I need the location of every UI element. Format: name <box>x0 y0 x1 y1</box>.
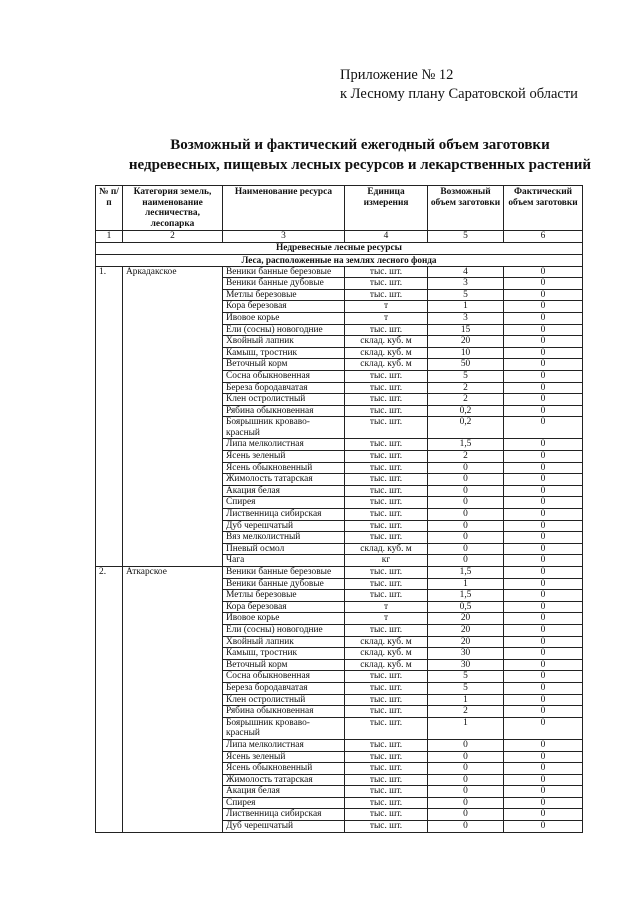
possible-volume: 5 <box>428 370 504 382</box>
unit: склад. куб. м <box>345 636 428 648</box>
resource-name: Пневый осмол <box>223 543 345 555</box>
unit: тыс. шт. <box>345 763 428 775</box>
possible-volume: 0 <box>428 555 504 567</box>
resource-name: Хвойный лапник <box>223 636 345 648</box>
resource-name: Дуб черешчатый <box>223 520 345 532</box>
resource-name: Липа мелколистная <box>223 739 345 751</box>
unit: склад. куб. м <box>345 336 428 348</box>
resource-name: Дуб черешчатый <box>223 821 345 833</box>
possible-volume: 20 <box>428 613 504 625</box>
possible-volume: 0,5 <box>428 601 504 613</box>
resource-name: Чага <box>223 555 345 567</box>
possible-volume: 2 <box>428 382 504 394</box>
actual-volume: 0 <box>504 543 583 555</box>
possible-volume: 2 <box>428 451 504 463</box>
unit: тыс. шт. <box>345 462 428 474</box>
actual-volume: 0 <box>504 289 583 301</box>
resource-name: Сосна обыкновенная <box>223 370 345 382</box>
possible-volume: 3 <box>428 278 504 290</box>
actual-volume: 0 <box>504 417 583 439</box>
unit: тыс. шт. <box>345 706 428 718</box>
unit: тыс. шт. <box>345 324 428 336</box>
table-row <box>96 266 583 278</box>
resource-name: Камыш, тростник <box>223 648 345 660</box>
possible-volume: 0 <box>428 739 504 751</box>
unit: тыс. шт. <box>345 809 428 821</box>
unit: тыс. шт. <box>345 590 428 602</box>
unit: кг <box>345 555 428 567</box>
forestry-name: Аткарское <box>123 567 223 833</box>
actual-volume: 0 <box>504 370 583 382</box>
actual-volume: 0 <box>504 312 583 324</box>
possible-volume: 30 <box>428 659 504 671</box>
resource-name: Акация белая <box>223 485 345 497</box>
actual-volume: 0 <box>504 682 583 694</box>
actual-volume: 0 <box>504 301 583 313</box>
unit: тыс. шт. <box>345 485 428 497</box>
resource-name: Липа мелколистная <box>223 439 345 451</box>
possible-volume: 0 <box>428 774 504 786</box>
resource-name: Жимолость татарская <box>223 774 345 786</box>
resources-table <box>95 185 583 833</box>
resource-name: Веники банные березовые <box>223 266 345 278</box>
possible-volume: 2 <box>428 394 504 406</box>
possible-volume: 5 <box>428 289 504 301</box>
resource-name: Веточный корм <box>223 659 345 671</box>
unit: тыс. шт. <box>345 774 428 786</box>
actual-volume: 0 <box>504 382 583 394</box>
actual-volume: 0 <box>504 717 583 739</box>
possible-volume: 0 <box>428 543 504 555</box>
table-header-row <box>96 186 583 231</box>
unit: тыс. шт. <box>345 682 428 694</box>
actual-volume: 0 <box>504 497 583 509</box>
header-num: № п/п <box>96 186 123 231</box>
possible-volume: 4 <box>428 266 504 278</box>
actual-volume: 0 <box>504 613 583 625</box>
actual-volume: 0 <box>504 706 583 718</box>
actual-volume: 0 <box>504 590 583 602</box>
actual-volume: 0 <box>504 474 583 486</box>
possible-volume: 20 <box>428 336 504 348</box>
resource-name: Кора березовая <box>223 601 345 613</box>
actual-volume: 0 <box>504 347 583 359</box>
actual-volume: 0 <box>504 797 583 809</box>
actual-volume: 0 <box>504 278 583 290</box>
forestry-name: Аркадакское <box>123 266 223 566</box>
resource-name: Веники банные дубовые <box>223 278 345 290</box>
resource-name: Спирея <box>223 797 345 809</box>
resource-name: Ели (сосны) новогодние <box>223 624 345 636</box>
table-row <box>96 567 583 579</box>
actual-volume: 0 <box>504 555 583 567</box>
unit: т <box>345 613 428 625</box>
resource-name: Ясень обыкновенный <box>223 462 345 474</box>
unit: тыс. шт. <box>345 751 428 763</box>
unit: тыс. шт. <box>345 289 428 301</box>
resource-name: Спирея <box>223 497 345 509</box>
resource-name: Лиственница сибирская <box>223 809 345 821</box>
possible-volume: 1,5 <box>428 439 504 451</box>
resource-name: Веточный корм <box>223 359 345 371</box>
actual-volume: 0 <box>504 601 583 613</box>
unit: тыс. шт. <box>345 497 428 509</box>
unit: тыс. шт. <box>345 382 428 394</box>
resource-name: Жимолость татарская <box>223 474 345 486</box>
possible-volume: 1 <box>428 694 504 706</box>
resource-name: Акация белая <box>223 786 345 798</box>
resource-name: Веники банные березовые <box>223 567 345 579</box>
actual-volume: 0 <box>504 567 583 579</box>
actual-volume: 0 <box>504 509 583 521</box>
possible-volume: 0 <box>428 763 504 775</box>
unit: склад. куб. м <box>345 659 428 671</box>
resource-name: Веники банные дубовые <box>223 578 345 590</box>
possible-volume: 0 <box>428 474 504 486</box>
possible-volume: 5 <box>428 682 504 694</box>
actual-volume: 0 <box>504 694 583 706</box>
unit: склад. куб. м <box>345 648 428 660</box>
unit: тыс. шт. <box>345 739 428 751</box>
unit: тыс. шт. <box>345 266 428 278</box>
resource-name: Метлы березовые <box>223 289 345 301</box>
unit: тыс. шт. <box>345 520 428 532</box>
title-line-2: недревесных, пищевых лесных ресурсов и лекарственных растений <box>128 157 592 173</box>
unit: тыс. шт. <box>345 821 428 833</box>
unit: склад. куб. м <box>345 543 428 555</box>
possible-volume: 1,5 <box>428 567 504 579</box>
unit: т <box>345 301 428 313</box>
resource-name: Лиственница сибирская <box>223 509 345 521</box>
actual-volume: 0 <box>504 774 583 786</box>
column-number: 4 <box>345 231 428 243</box>
column-numbers-row <box>96 231 583 243</box>
unit: т <box>345 601 428 613</box>
possible-volume: 1 <box>428 717 504 739</box>
unit: тыс. шт. <box>345 439 428 451</box>
actual-volume: 0 <box>504 324 583 336</box>
possible-volume: 1 <box>428 578 504 590</box>
unit: тыс. шт. <box>345 394 428 406</box>
actual-volume: 0 <box>504 636 583 648</box>
unit: тыс. шт. <box>345 786 428 798</box>
resource-name: Боярышник кроваво-красный <box>223 417 345 439</box>
resource-name: Ивовое корье <box>223 613 345 625</box>
resource-name: Ясень обыкновенный <box>223 763 345 775</box>
actual-volume: 0 <box>504 751 583 763</box>
resource-name: Ели (сосны) новогодние <box>223 324 345 336</box>
actual-volume: 0 <box>504 763 583 775</box>
unit: тыс. шт. <box>345 278 428 290</box>
unit: тыс. шт. <box>345 797 428 809</box>
resource-name: Сосна обыкновенная <box>223 671 345 683</box>
resource-name: Ясень зеленый <box>223 751 345 763</box>
possible-volume: 20 <box>428 624 504 636</box>
actual-volume: 0 <box>504 394 583 406</box>
title-line-1: Возможный и фактический ежегодный объем заготовки <box>170 137 550 153</box>
possible-volume: 1,5 <box>428 590 504 602</box>
resource-name: Кора березовая <box>223 301 345 313</box>
possible-volume: 0 <box>428 485 504 497</box>
possible-volume: 10 <box>428 347 504 359</box>
unit: тыс. шт. <box>345 694 428 706</box>
header-resource: Наименование ресурса <box>223 186 345 231</box>
actual-volume: 0 <box>504 266 583 278</box>
actual-volume: 0 <box>504 336 583 348</box>
possible-volume: 2 <box>428 706 504 718</box>
possible-volume: 0 <box>428 821 504 833</box>
unit: склад. куб. м <box>345 347 428 359</box>
possible-volume: 0,2 <box>428 417 504 439</box>
possible-volume: 1 <box>428 301 504 313</box>
header-unit: Единица измерения <box>345 186 428 231</box>
possible-volume: 0 <box>428 809 504 821</box>
unit: тыс. шт. <box>345 671 428 683</box>
actual-volume: 0 <box>504 520 583 532</box>
section-row <box>96 243 583 255</box>
possible-volume: 0 <box>428 532 504 544</box>
possible-volume: 0,2 <box>428 405 504 417</box>
header-possible: Возможный объем заготовки <box>428 186 504 231</box>
resource-name: Вяз мелколистный <box>223 532 345 544</box>
possible-volume: 20 <box>428 636 504 648</box>
actual-volume: 0 <box>504 578 583 590</box>
subsection-row <box>96 254 583 266</box>
resource-name: Метлы березовые <box>223 590 345 602</box>
actual-volume: 0 <box>504 739 583 751</box>
possible-volume: 50 <box>428 359 504 371</box>
possible-volume: 0 <box>428 509 504 521</box>
actual-volume: 0 <box>504 786 583 798</box>
resource-name: Боярышник кроваво-красный <box>223 717 345 739</box>
actual-volume: 0 <box>504 532 583 544</box>
column-number: 2 <box>123 231 223 243</box>
column-number: 5 <box>428 231 504 243</box>
resource-name: Хвойный лапник <box>223 336 345 348</box>
resource-name: Рябина обыкновенная <box>223 706 345 718</box>
possible-volume: 5 <box>428 671 504 683</box>
unit: тыс. шт. <box>345 717 428 739</box>
resource-name: Рябина обыкновенная <box>223 405 345 417</box>
actual-volume: 0 <box>504 485 583 497</box>
column-number: 1 <box>96 231 123 243</box>
unit: тыс. шт. <box>345 578 428 590</box>
resource-name: Ясень зеленый <box>223 451 345 463</box>
resource-name: Береза бородавчатая <box>223 382 345 394</box>
possible-volume: 0 <box>428 497 504 509</box>
column-number: 3 <box>223 231 345 243</box>
unit: тыс. шт. <box>345 417 428 439</box>
unit: тыс. шт. <box>345 509 428 521</box>
document-title <box>96 135 624 175</box>
possible-volume: 0 <box>428 751 504 763</box>
possible-volume: 0 <box>428 797 504 809</box>
possible-volume: 0 <box>428 462 504 474</box>
unit: тыс. шт. <box>345 370 428 382</box>
possible-volume: 0 <box>428 786 504 798</box>
actual-volume: 0 <box>504 624 583 636</box>
unit: тыс. шт. <box>345 624 428 636</box>
possible-volume: 15 <box>428 324 504 336</box>
appendix-reference: к Лесному плану Саратовской области <box>340 86 578 102</box>
unit: тыс. шт. <box>345 405 428 417</box>
row-number: 1. <box>96 266 123 566</box>
actual-volume: 0 <box>504 405 583 417</box>
unit: т <box>345 312 428 324</box>
actual-volume: 0 <box>504 439 583 451</box>
resource-name: Береза бородавчатая <box>223 682 345 694</box>
possible-volume: 0 <box>428 520 504 532</box>
header-actual: Фактический объем заготовки <box>504 186 583 231</box>
actual-volume: 0 <box>504 648 583 660</box>
appendix-number: Приложение № 12 <box>340 67 454 83</box>
unit: склад. куб. м <box>345 359 428 371</box>
possible-volume: 30 <box>428 648 504 660</box>
actual-volume: 0 <box>504 671 583 683</box>
possible-volume: 3 <box>428 312 504 324</box>
header-category: Категория земель, наименование лесничества, лесопарка <box>123 186 223 231</box>
resource-name: Камыш, тростник <box>223 347 345 359</box>
unit: тыс. шт. <box>345 451 428 463</box>
actual-volume: 0 <box>504 462 583 474</box>
actual-volume: 0 <box>504 821 583 833</box>
resource-name: Ивовое корье <box>223 312 345 324</box>
actual-volume: 0 <box>504 659 583 671</box>
resource-name: Клен остролистный <box>223 394 345 406</box>
row-number: 2. <box>96 567 123 833</box>
unit: тыс. шт. <box>345 532 428 544</box>
subsection-title: Леса, расположенные на землях лесного фонда <box>96 254 583 266</box>
unit: тыс. шт. <box>345 474 428 486</box>
actual-volume: 0 <box>504 809 583 821</box>
section-title: Недревесные лесные ресурсы <box>96 243 583 255</box>
unit: тыс. шт. <box>345 567 428 579</box>
actual-volume: 0 <box>504 359 583 371</box>
actual-volume: 0 <box>504 451 583 463</box>
appendix-note <box>340 66 578 104</box>
resource-name: Клен остролистный <box>223 694 345 706</box>
column-number: 6 <box>504 231 583 243</box>
